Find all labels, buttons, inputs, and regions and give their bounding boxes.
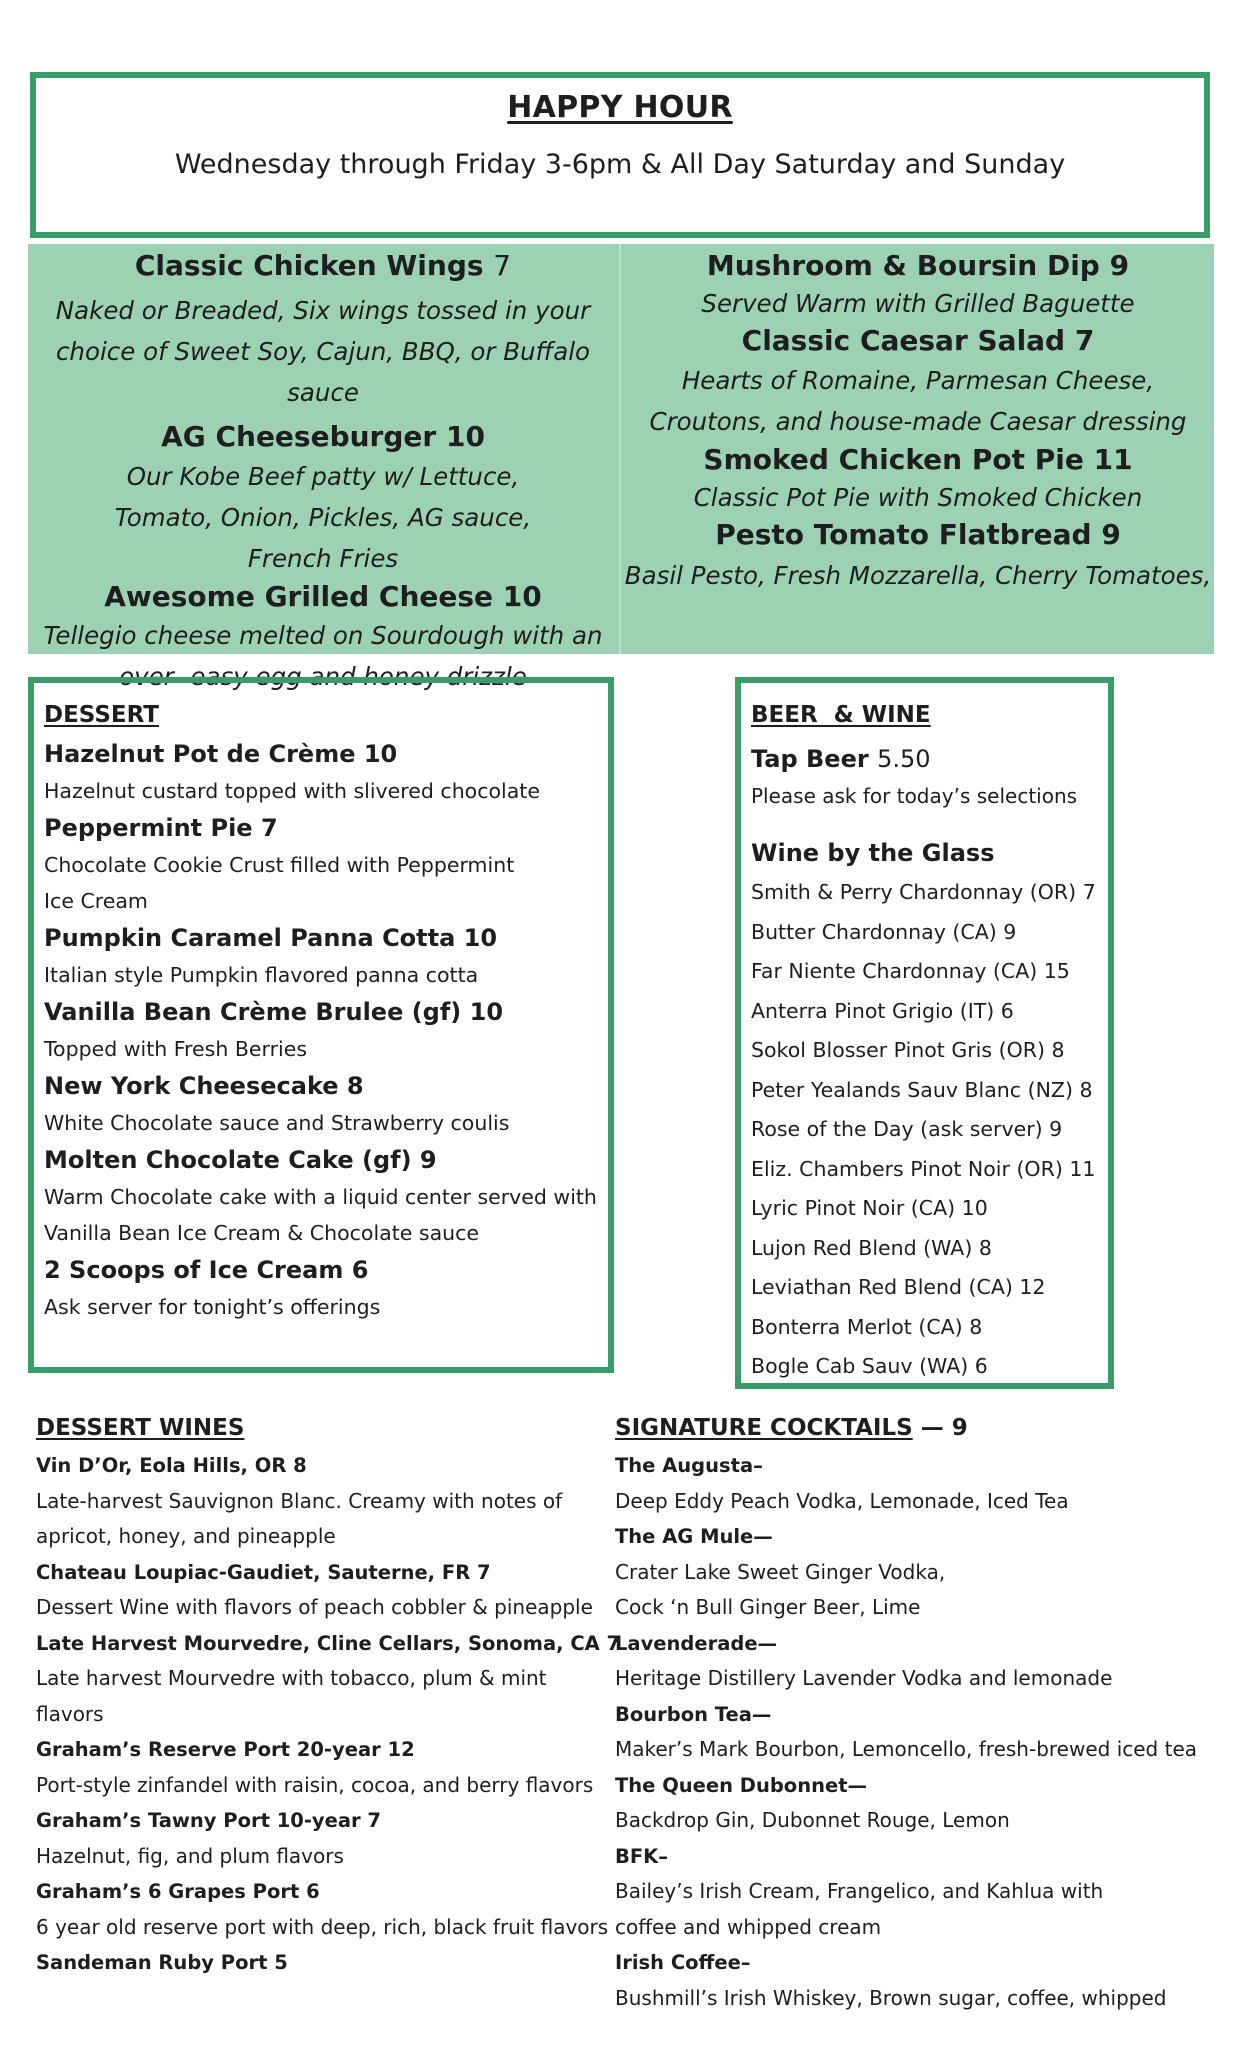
wine-item: Peter Yealands Sauv Blanc (NZ) 8	[751, 1077, 1093, 1102]
dessert-wines-heading: DESSERT WINES	[36, 1415, 245, 1441]
wine-item: Eliz. Chambers Pinot Noir (OR) 11	[751, 1156, 1096, 1181]
wine-item: Leviathan Red Blend (CA) 12	[751, 1275, 1046, 1299]
dessert-wine-desc: Dessert Wine with flavors of peach cobbler & pineapple	[36, 1595, 593, 1619]
beer-wine-heading: BEER & WINE	[751, 702, 931, 728]
dessert-item-desc: Italian style Pumpkin flavored panna cotta	[44, 963, 479, 987]
dessert-item-name: New York Cheesecake 8	[44, 1072, 364, 1100]
special-desc: Naked or Breaded, Six wings tossed in your choice of Sweet Soy, Cajun, BBQ, or Buffalo sauce	[55, 296, 591, 408]
dessert-wine-name: Late Harvest Mourvedre, Cline Cellars, Sonoma, CA 7	[36, 1631, 621, 1655]
cocktail-name: The AG Mule—	[615, 1525, 773, 1548]
dessert-wine-name: Graham’s Reserve Port 20-year 12	[36, 1738, 415, 1761]
dessert-wine-name: Graham’s Tawny Port 10-year 7	[36, 1809, 382, 1832]
dessert-item-name: Peppermint Pie 7	[44, 814, 278, 842]
specials-right-column	[622, 244, 1214, 598]
dessert-item-desc: Chocolate Cookie Crust filled with Peppermint Ice Cream	[44, 853, 515, 913]
specials-left-column	[28, 244, 618, 697]
happy-hour-header	[30, 72, 1210, 238]
specials-divider	[619, 244, 621, 654]
dessert-wine-desc: 6 year old reserve port with deep, rich, black fruit flavors	[36, 1914, 609, 1939]
beer-wine-section	[735, 677, 1114, 1389]
special-name: Awesome Grilled Cheese 10	[104, 579, 542, 613]
tap-beer: Tap Beer 5.50	[751, 745, 931, 773]
dessert-item-name: 2 Scoops of Ice Cream 6	[44, 1256, 369, 1284]
cocktail-desc: Deep Eddy Peach Vodka, Lemonade, Iced Tea	[615, 1488, 1069, 1513]
dessert-wine-name: Graham’s 6 Grapes Port 6	[36, 1880, 320, 1903]
wine-item: Butter Chardonnay (CA) 9	[751, 919, 1017, 944]
special-desc: Classic Pot Pie with Smoked Chicken	[693, 483, 1143, 513]
dessert-item-desc: Hazelnut custard topped with slivered chocolate	[44, 779, 540, 803]
happy-hour-title: HAPPY HOUR	[507, 90, 733, 125]
special-name: Mushroom & Boursin Dip 9	[706, 249, 1130, 282]
cocktail-desc: Bailey’s Irish Cream, Frangelico, and Kahlua with coffee and whipped cream	[615, 1879, 1104, 1939]
wine-item: Lujon Red Blend (WA) 8	[751, 1235, 992, 1260]
wine-item: Rose of the Day (ask server) 9	[751, 1117, 1063, 1141]
dessert-item-desc: Ask server for tonight’s offerings	[44, 1295, 381, 1319]
dessert-item-desc: White Chocolate sauce and Strawberry coulis	[44, 1111, 510, 1135]
wine-item: Anterra Pinot Grigio (IT) 6	[751, 998, 1014, 1023]
dessert-wine-desc: Late harvest Mourvedre with tobacco, plum & mint flavors	[36, 1666, 547, 1726]
cocktail-desc: Heritage Distillery Lavender Vodka and lemonade	[615, 1666, 1113, 1690]
dessert-wine-desc: Port-style zinfandel with raisin, cocoa, and berry flavors	[36, 1772, 594, 1797]
cocktails-section	[615, 1408, 1215, 2016]
cocktail-desc: Backdrop Gin, Dubonnet Rouge, Lemon	[615, 1808, 1010, 1832]
wine-item: Sokol Blosser Pinot Gris (OR) 8	[751, 1038, 1065, 1062]
dessert-item-desc: Warm Chocolate cake with a liquid center served with Vanilla Bean Ice Cream & Chocolate sauce	[44, 1185, 597, 1245]
cocktail-name: BFK–	[615, 1844, 669, 1868]
cocktail-desc: Crater Lake Sweet Ginger Vodka, Cock ‘n Bull Ginger Beer, Lime	[615, 1559, 946, 1619]
dessert-wine-name: Vin D’Or, Eola Hills, OR 8	[36, 1454, 307, 1477]
dessert-item-name: Vanilla Bean Crème Brulee (gf) 10	[44, 998, 504, 1026]
cocktail-name: The Augusta–	[615, 1454, 763, 1477]
special-desc: Tellegio cheese melted on Sourdough with an over -easy egg and honey drizzle	[43, 621, 603, 692]
cocktail-desc: Maker’s Mark Bourbon, Lemoncello, fresh-brewed iced tea	[615, 1737, 1198, 1761]
dessert-item-desc: Topped with Fresh Berries	[44, 1037, 307, 1061]
special-desc: Served Warm with Grilled Baguette	[701, 289, 1135, 319]
wine-item: Bogle Cab Sauv (WA) 6	[751, 1354, 988, 1378]
cocktail-desc: Bushmill’s Irish Whiskey, Brown sugar, coffee, whipped	[615, 1985, 1167, 2010]
dessert-wine-name: Sandeman Ruby Port 5	[36, 1951, 288, 1974]
special-desc: Our Kobe Beef patty w/ Lettuce, Tomato, Onion, Pickles, AG sauce, French Fries	[114, 461, 532, 573]
dessert-wines-section	[36, 1408, 621, 1981]
cocktail-name: Irish Coffee–	[615, 1951, 751, 1974]
dessert-wine-name: Chateau Loupiac-Gaudiet, Sauterne, FR 7	[36, 1560, 491, 1584]
wine-by-glass-heading: Wine by the Glass	[751, 839, 995, 867]
special-name: Classic Chicken Wings 7	[134, 249, 512, 282]
special-desc: Hearts of Romaine, Parmesan Cheese, Croutons, and house-made Caesar dressing	[649, 365, 1187, 436]
dessert-item-name: Molten Chocolate Cake (gf) 9	[44, 1146, 437, 1174]
wine-item: Lyric Pinot Noir (CA) 10	[751, 1196, 988, 1220]
specials-panel	[28, 244, 1214, 692]
wine-item: Bonterra Merlot (CA) 8	[751, 1314, 983, 1339]
dessert-wine-desc: Hazelnut, fig, and plum flavors	[36, 1843, 344, 1868]
cocktail-name: Lavenderade—	[615, 1631, 778, 1655]
dessert-item-name: Pumpkin Caramel Panna Cotta 10	[44, 924, 498, 952]
dessert-heading: DESSERT	[44, 702, 159, 728]
dessert-section	[28, 677, 614, 1373]
special-name: Classic Caesar Salad 7	[741, 324, 1095, 358]
wine-item: Smith & Perry Chardonnay (OR) 7	[751, 880, 1096, 904]
tap-beer-note: Please ask for today’s selections	[751, 784, 1078, 808]
cocktails-heading: SIGNATURE COCKTAILS — 9	[615, 1415, 968, 1441]
wine-item: Far Niente Chardonnay (CA) 15	[751, 959, 1070, 983]
dessert-wine-desc: Late-harvest Sauvignon Blanc. Creamy with notes of apricot, honey, and pineapple	[36, 1488, 563, 1548]
special-name: Pesto Tomato Flatbread 9	[715, 518, 1121, 552]
cocktail-name: Bourbon Tea—	[615, 1702, 772, 1726]
happy-hour-schedule: Wednesday through Friday 3-6pm & All Day Saturday and Sunday	[174, 149, 1066, 180]
special-desc: Basil Pesto, Fresh Mozzarella, Cherry Tomatoes,	[624, 560, 1212, 590]
dessert-item-name: Hazelnut Pot de Crème 10	[44, 740, 398, 768]
special-name: Smoked Chicken Pot Pie 11	[703, 442, 1133, 476]
cocktail-name: The Queen Dubonnet—	[615, 1773, 868, 1797]
special-name: AG Cheeseburger 10	[161, 420, 485, 454]
